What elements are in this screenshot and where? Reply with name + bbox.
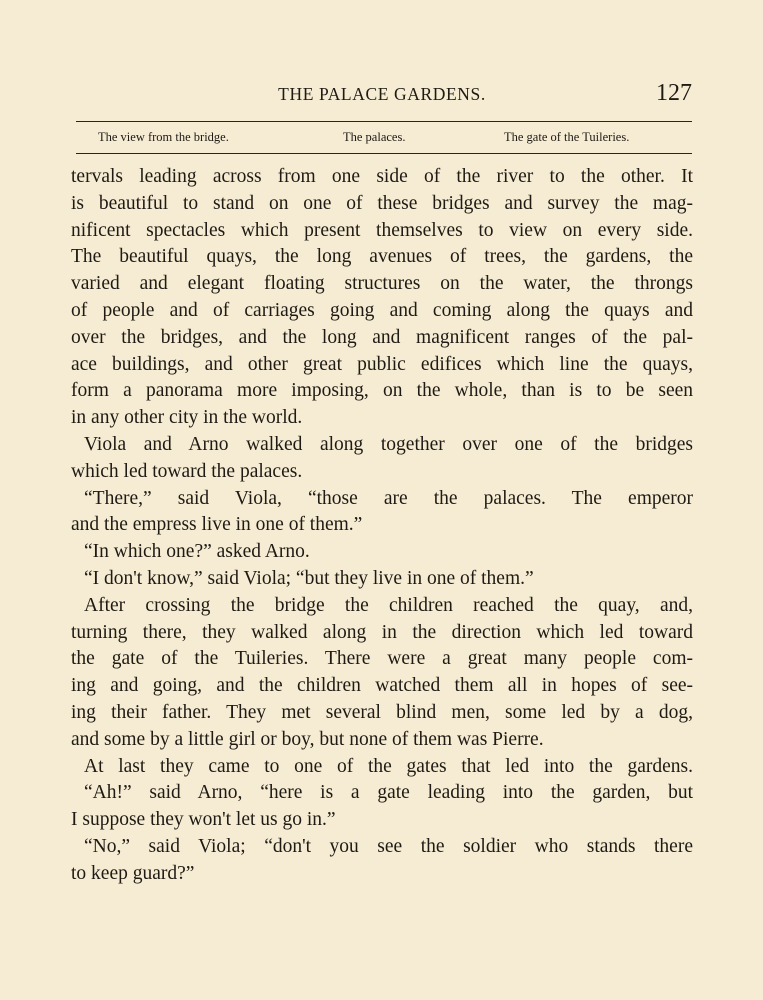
- subheading: The palaces.: [343, 130, 406, 144]
- text-line: I suppose they won't let us go in.”: [71, 809, 336, 831]
- text-line: At last they came to one of the gates that led into the gardens.: [84, 755, 693, 777]
- text-line: “No,” said Viola; “don't you see the soldier who stands there: [84, 835, 693, 857]
- subheading: The view from the bridge.: [98, 130, 229, 144]
- text-line: Viola and Arno walked along together over one of the bridges: [84, 433, 693, 455]
- running-head: [72, 80, 692, 110]
- text-line: ing their father. They met several blind men, some led by a dog,: [71, 701, 693, 723]
- subheadings: [76, 130, 692, 148]
- text-line: The beautiful quays, the long avenues of trees, the gardens, the: [71, 246, 693, 268]
- text-line: and the empress live in one of them.”: [71, 514, 363, 536]
- header-rule-bottom: [76, 153, 692, 154]
- text-line: which led toward the palaces.: [71, 460, 303, 482]
- text-line: to keep guard?”: [71, 862, 195, 884]
- text-line: “Ah!” said Arno, “here is a gate leading into the garden, but: [84, 782, 693, 804]
- running-title: THE PALACE GARDENS.: [278, 84, 486, 104]
- text-line: the gate of the Tuileries. There were a great many people com-: [71, 648, 693, 670]
- text-line: in any other city in the world.: [71, 407, 303, 429]
- body-text: [71, 164, 693, 888]
- text-line: is beautiful to stand on one of these bridges and survey the mag-: [71, 192, 693, 214]
- text-line: After crossing the bridge the children reached the quay, and,: [84, 594, 693, 616]
- text-line: over the bridges, and the long and magnificent ranges of the pal-: [71, 326, 693, 348]
- text-line: nificent spectacles which present themselves to view on every side.: [71, 219, 693, 241]
- subheading: The gate of the Tuileries.: [504, 130, 630, 144]
- text-line: tervals leading across from one side of the river to the other. It: [71, 166, 693, 187]
- text-line: turning there, they walked along in the direction which led toward: [71, 621, 693, 643]
- text-line: and some by a little girl or boy, but none of them was Pierre.: [71, 728, 544, 750]
- text-line: varied and elegant floating structures on the water, the throngs: [71, 273, 693, 295]
- header-rule-top: [76, 121, 692, 122]
- text-line: ace buildings, and other great public edifices which line the quays,: [71, 353, 693, 375]
- page-number: 127: [656, 80, 692, 106]
- text-line: of people and of carriages going and coming along the quays and: [71, 299, 693, 321]
- text-line: ing and going, and the children watched them all in hopes of see-: [71, 675, 693, 697]
- text-line: “There,” said Viola, “those are the palaces. The emperor: [84, 487, 693, 509]
- text-line: “In which one?” asked Arno.: [84, 541, 310, 563]
- text-line: “I don't know,” said Viola; “but they live in one of them.”: [84, 567, 534, 589]
- text-line: form a panorama more imposing, on the whole, than is to be seen: [71, 380, 693, 402]
